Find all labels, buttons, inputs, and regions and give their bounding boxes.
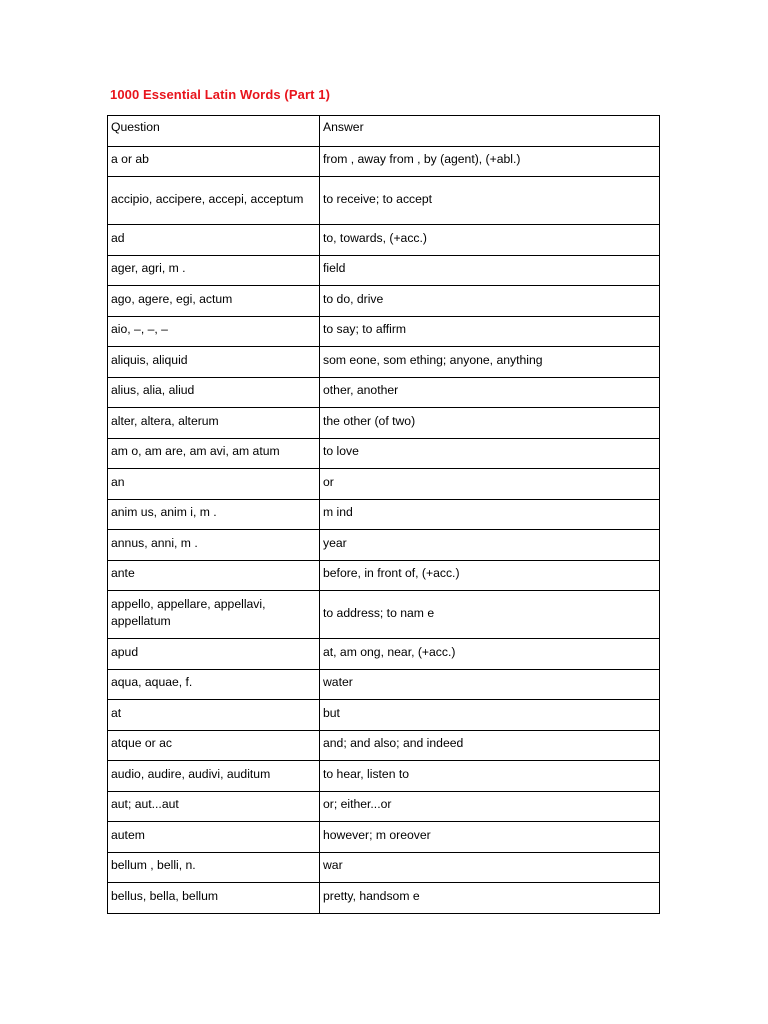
answer-cell: and; and also; and indeed <box>320 730 660 761</box>
table-row <box>108 146 660 177</box>
question-cell: aut; aut...aut <box>108 791 320 822</box>
answer-cell: before, in front of, (+acc.) <box>320 560 660 591</box>
answer-cell: or; either...or <box>320 791 660 822</box>
question-cell: anim us, anim i, m . <box>108 499 320 530</box>
table-row <box>108 822 660 853</box>
table-row <box>108 377 660 408</box>
question-cell: am o, am are, am avi, am atum <box>108 438 320 469</box>
answer-cell: som eone, som ething; anyone, anything <box>320 347 660 378</box>
question-cell: a or ab <box>108 146 320 177</box>
table-row <box>108 316 660 347</box>
question-cell: aio, –, –, – <box>108 316 320 347</box>
question-cell: audio, audire, audivi, auditum <box>108 761 320 792</box>
answer-cell: to, towards, (+acc.) <box>320 225 660 256</box>
answer-cell: but <box>320 700 660 731</box>
answer-cell: to love <box>320 438 660 469</box>
question-cell: aqua, aquae, f. <box>108 669 320 700</box>
answer-cell: pretty, handsom e <box>320 883 660 914</box>
answer-cell: m ind <box>320 499 660 530</box>
question-cell: at <box>108 700 320 731</box>
table-row <box>108 730 660 761</box>
table-row <box>108 530 660 561</box>
column-header-answer: Answer <box>320 116 660 147</box>
question-cell: ago, agere, egi, actum <box>108 286 320 317</box>
answer-cell: field <box>320 255 660 286</box>
question-cell: bellus, bella, bellum <box>108 883 320 914</box>
answer-cell: water <box>320 669 660 700</box>
question-cell: ad <box>108 225 320 256</box>
table-header-row <box>108 116 660 147</box>
question-cell: atque or ac <box>108 730 320 761</box>
table-row <box>108 177 660 225</box>
table-row <box>108 438 660 469</box>
answer-cell: to hear, listen to <box>320 761 660 792</box>
table-row <box>108 408 660 439</box>
question-cell: accipio, accipere, accepi, acceptum <box>108 177 320 225</box>
table-row <box>108 255 660 286</box>
table-row <box>108 700 660 731</box>
answer-cell: war <box>320 852 660 883</box>
table-row <box>108 560 660 591</box>
table-row <box>108 852 660 883</box>
table-row <box>108 883 660 914</box>
question-cell: ante <box>108 560 320 591</box>
question-cell: bellum , belli, n. <box>108 852 320 883</box>
answer-cell: or <box>320 469 660 500</box>
table-row <box>108 225 660 256</box>
answer-cell: from , away from , by (agent), (+abl.) <box>320 146 660 177</box>
table-row <box>108 286 660 317</box>
table-row <box>108 347 660 378</box>
question-cell: autem <box>108 822 320 853</box>
answer-cell: to do, drive <box>320 286 660 317</box>
table-row <box>108 761 660 792</box>
question-cell: alter, altera, alterum <box>108 408 320 439</box>
table-row <box>108 669 660 700</box>
answer-cell: to say; to affirm <box>320 316 660 347</box>
table-row <box>108 639 660 670</box>
question-cell: apud <box>108 639 320 670</box>
answer-cell: year <box>320 530 660 561</box>
table-row <box>108 499 660 530</box>
question-cell: an <box>108 469 320 500</box>
answer-cell: to address; to nam e <box>320 591 660 639</box>
document-title: 1000 Essential Latin Words (Part 1) <box>110 87 330 102</box>
question-cell: aliquis, aliquid <box>108 347 320 378</box>
table-row <box>108 591 660 639</box>
vocabulary-table <box>107 115 660 914</box>
answer-cell: however; m oreover <box>320 822 660 853</box>
answer-cell: at, am ong, near, (+acc.) <box>320 639 660 670</box>
question-cell: appello, appellare, appellavi, appellatum <box>108 591 320 639</box>
question-cell: ager, agri, m . <box>108 255 320 286</box>
answer-cell: to receive; to accept <box>320 177 660 225</box>
question-cell: alius, alia, aliud <box>108 377 320 408</box>
column-header-question: Question <box>108 116 320 147</box>
question-cell: annus, anni, m . <box>108 530 320 561</box>
table-row <box>108 469 660 500</box>
table-row <box>108 791 660 822</box>
answer-cell: the other (of two) <box>320 408 660 439</box>
answer-cell: other, another <box>320 377 660 408</box>
